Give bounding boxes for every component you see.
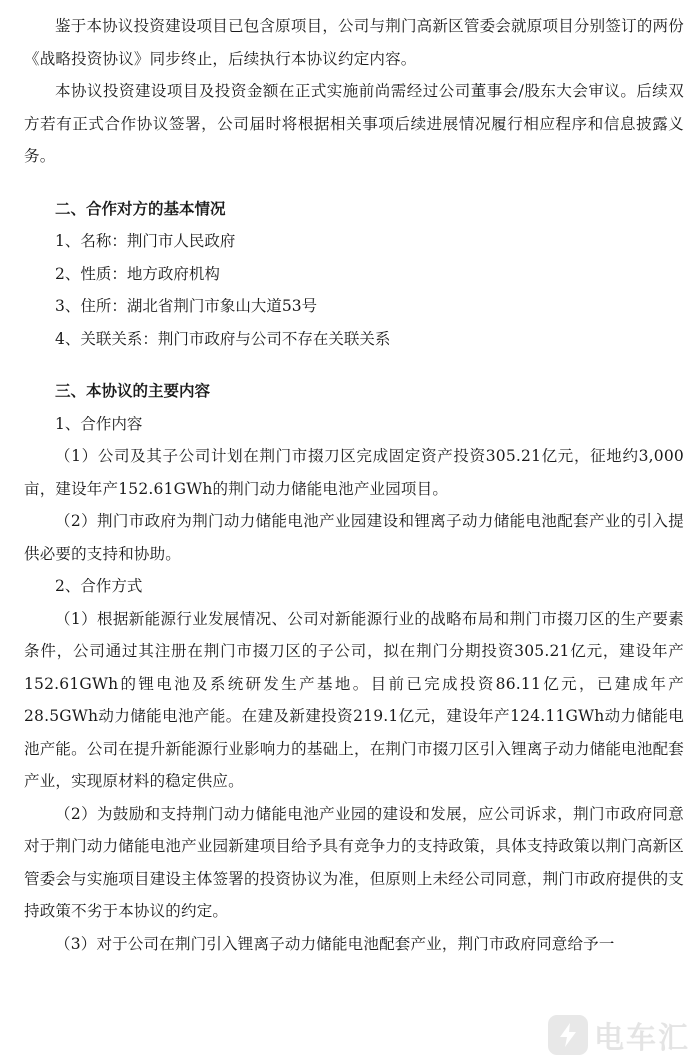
watermark-text: 电车汇 — [594, 1021, 690, 1056]
section-3-sub2-paragraph-1: （1）根据新能源行业发展情况、公司对新能源行业的战略布局和荆门市掇刀区的生产要素条件，公司通过其注册在荆门市掇刀区的子公司，拟在荆门分期投资305.21亿元，建设年产152.61GWh的锂电池及系统研发生产基地。目前已完成投资86.11亿元，已建成年产28.5GWh动力储能电池产能。在建及新建投资219.1亿元，建设年产124.11GWh动力储能电池产能。公司在提升新能源行业影响力的基础上，在荆门市掇刀区引入锂离子动力储能电池配套产业，实现原材料的稳定供应。 — [24, 609, 684, 790]
section-2-item-name: 1、名称：荆门市人民政府 — [55, 232, 236, 250]
section-3-sub2-heading: 2、合作方式 — [55, 577, 143, 595]
section-2-item-address: 3、住所：湖北省荆门市象山大道53号 — [55, 297, 318, 315]
spacer — [24, 173, 684, 193]
section-3-heading: 三、本协议的主要内容 — [55, 381, 211, 400]
watermark — [548, 1013, 690, 1057]
intro-paragraph-2: 本协议投资建设项目及投资金额在正式实施前尚需经过公司董事会/股东大会审议。后续双方若有正式合作协议签署，公司届时将根据相关事项后续进展情况履行相应程序和信息披露义务。 — [24, 82, 684, 165]
section-3-sub1-paragraph-1: （1）公司及其子公司计划在荆门市掇刀区完成固定资产投资305.21亿元，征地约3,000亩，建设年产152.61GWh的荆门动力储能电池产业园项目。 — [24, 447, 684, 498]
section-3-sub2-paragraph-3: （3）对于公司在荆门引入锂离子动力储能电池配套产业，荆门市政府同意给予一 — [55, 934, 615, 953]
lightning-logo-icon — [548, 1015, 588, 1055]
spacer — [24, 355, 684, 375]
section-3-sub2-paragraph-2: （2）为鼓励和支持荆门动力储能电池产业园的建设和发展，应公司诉求，荆门市政府同意对于荆门动力储能电池产业园新建项目给予具有竞争力的支持政策，具体支持政策以荆门高新区管委会与实施项目建设主体签署的投资协议为准，但原则上未经公司同意，荆门市政府提供的支持政策不劣于本协议的约定。 — [24, 804, 684, 920]
section-3-sub1-heading: 1、合作内容 — [55, 414, 143, 433]
intro-paragraph-1: 鉴于本协议投资建设项目已包含原项目，公司与荆门高新区管委会就原项目分别签订的两份《战略投资协议》同步终止，后续执行本协议约定内容。 — [24, 17, 684, 68]
section-2-heading: 二、合作对方的基本情况 — [55, 198, 226, 218]
section-2-item-nature: 2、性质：地方政府机构 — [55, 264, 220, 283]
section-3-sub1-paragraph-2: （2）荆门市政府为荆门动力储能电池产业园建设和锂离子动力储能电池配套产业的引入提供必要的支持和协助。 — [24, 512, 684, 563]
section-2-item-relation: 4、关联关系：荆门市政府与公司不存在关联关系 — [55, 329, 391, 348]
